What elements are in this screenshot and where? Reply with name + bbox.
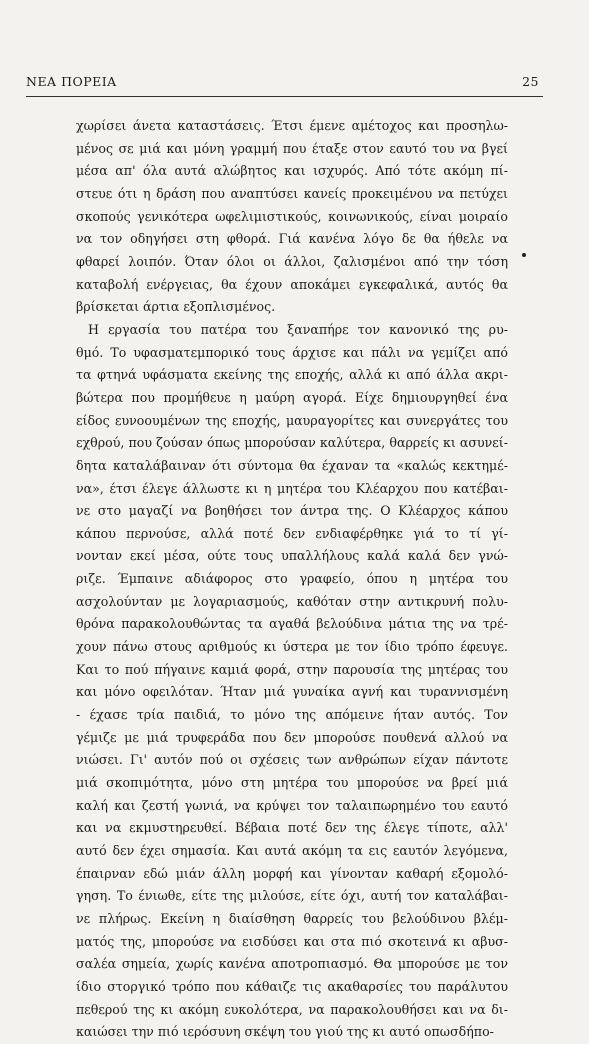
text-line: Η εργασία του πατέρα του ξαναπήρε τον κανονικό της ρυ- bbox=[88, 321, 508, 337]
text-line: χουν πάνω στους αριθμούς κι ύστερα με τον ίδιο τρόπο έφευγε. bbox=[76, 639, 508, 655]
header-rule bbox=[26, 96, 543, 97]
margin-dot bbox=[522, 253, 526, 257]
journal-title: ΝΕΑ ΠΟΡΕΙΑ bbox=[26, 74, 117, 89]
text-line: έπαιρναν εδώ μιάν άλλη μορφή και γίνονταν καθαρή εξομολό- bbox=[76, 865, 508, 881]
text-line: να τον οδηγήσει στη φθορά. Γιά κανένα λόγο δε θα ήθελε να bbox=[76, 231, 508, 247]
text-line: μένος σε μιά και μόνη γραμμή που έταξε στον εαυτό του να βγεί bbox=[76, 140, 508, 156]
text-line: δητα καταλάβαιναν ότι σύντομα θα έχαναν τα «καλώς κεκτημέ- bbox=[76, 457, 508, 473]
text-line: ασχολούνταν με λογαριασμούς, καθόταν στην αντικρυνή πολυ- bbox=[76, 593, 508, 609]
text-line: Και το πού πήγαινε καμιά φορά, στην παρουσία της μητέρας του bbox=[76, 661, 508, 677]
text-line: ίδιο στοργικό τρόπο που κάθαιζε τις ακαθαρσίες του παράλυτου bbox=[76, 978, 508, 994]
text-line: γηση. Το ένιωθε, είτε της μιλούσε, είτε όχι, αυτή τον καταλάβαι- bbox=[76, 888, 508, 904]
text-line: - έχασε τρία παιδιά, το μόνο της απόμεινε ήταν αυτός. Τον bbox=[76, 707, 508, 723]
text-line: σκοπούς γενικότερα ωφελιμιστικούς, κοινωνικούς, είναι μοιραίο bbox=[76, 208, 508, 224]
text-line: κάπου περνούσε, αλλά ποτέ δεν ενδιαφέρθηκε γιά το τί γί- bbox=[76, 525, 508, 541]
body-text bbox=[76, 115, 508, 1044]
text-line: σαλέα σημεία, χωρίς κανένα αποτροπιασμό. Θα μπορούσε με τον bbox=[76, 956, 508, 972]
paragraph bbox=[76, 115, 508, 319]
text-line: νονταν εκεί μέσα, ούτε τους υπαλλήλους καλά καλά δεν γνώ- bbox=[76, 548, 508, 564]
text-line: βρίσκεται άρτια εξοπλισμένος. bbox=[76, 299, 276, 315]
text-line: νε στο μαγαζί να βοηθήσει τον άντρα της. Ο Κλέαρχος κάπου bbox=[76, 503, 508, 519]
text-line: είδος ευνοουμένων της εποχής, μαυραγορίτες και συνεργάτες του bbox=[76, 412, 508, 428]
paragraph bbox=[76, 319, 508, 1044]
text-line: νιώσει. Γι' αυτόν πού οι σχέσεις των ανθρώπων είχαν πάντοτε bbox=[76, 752, 508, 768]
text-line: τα φτηνά υφάσματα εκείνης της εποχής, αλλά κι από άλλα ακρι- bbox=[76, 367, 508, 383]
text-line: και να εκμυστηρευθεί. Βέβαια ποτέ δεν της έλεγε τίποτε, αλλ' bbox=[76, 820, 508, 836]
text-line: γέμιζε με μιά τρυφεράδα που δεν μπορούσε πουθενά αλλού να bbox=[76, 729, 508, 745]
text-line: να», έτσι έλεγε άλλωστε κι η μητέρα του Κλέαρχου που κατέβαι- bbox=[76, 480, 508, 496]
text-line: μέσα απ' όλα αυτά αλώβητος και ισχυρός. Από τότε ακόμη πί- bbox=[76, 163, 508, 179]
text-line: μιά σκοπιμότητα, μόνο στη μητέρα του μπορούσε να βρεί μιά bbox=[76, 775, 508, 791]
running-header bbox=[26, 74, 539, 89]
text-line: στευε ότι η δράση που αναπτύσει κανείς προκειμένου να πετύχει bbox=[76, 185, 508, 201]
page-number: 25 bbox=[522, 74, 539, 89]
text-line: καλή και ζεστή γωνιά, να κρύψει τον ταλαιπωρημένο του εαυτό bbox=[76, 797, 508, 813]
text-line: ριζε. Έμπαινε αδιάφορος στο γραφείο, όπου η μητέρα του bbox=[76, 571, 508, 587]
text-line: θμό. Το υφασματεμπορικό τους άρχισε και πάλι να γεμίζει από bbox=[76, 344, 508, 360]
text-line: βώτερα που προμήθευε η μαύρη αγορά. Είχε δημιουργηθεί ένα bbox=[76, 389, 508, 405]
text-line: αυτό δεν έχει σημασία. Και αυτά ακόμη τα εις εαυτόν λεγόμενα, bbox=[76, 843, 508, 858]
text-line: χωρίσει άνετα καταστάσεις. Έτσι έμενε αμέτοχος και προσηλω- bbox=[76, 118, 508, 133]
text-line: καιώσει την πιό ιερόσυνη σκέψη του γιού της κι αυτό οπωσδήπο- bbox=[76, 1024, 494, 1040]
text-line: νε πλήρως. Εκείνη η διαίσθηση θαρρείς του βελούδινου βλέμ- bbox=[76, 910, 508, 926]
text-line: φθαρεί λοιπόν. Όταν όλοι οι άλλοι, ζαλισμένοι από την τόση bbox=[76, 253, 508, 269]
text-line: καταβολή ενέργειας, θα έχουν αποκάμει εγκεφαλικά, αυτός θα bbox=[76, 276, 508, 292]
text-line: θρόνα παρακολουθώντας τα αγαθά βελούδινα μάτια της να τρέ- bbox=[76, 616, 508, 632]
text-line: πεθερού της κι ακόμη ευκολότερα, να παρακολουθήσει και να δι- bbox=[76, 1001, 508, 1017]
text-line: εχθρού, που ζούσαν όπως μπορούσαν καλύτερα, θαρρείς κι ασυνεί- bbox=[76, 435, 508, 451]
text-line: ματός της, μπορούσε να εισδύσει και στα πιό σκοτεινά κι αβυσ- bbox=[76, 933, 508, 949]
text-line: και μόνο οφειλόταν. Ήταν μιά γυναίκα αγνή και τυραννισμένη bbox=[76, 684, 508, 700]
